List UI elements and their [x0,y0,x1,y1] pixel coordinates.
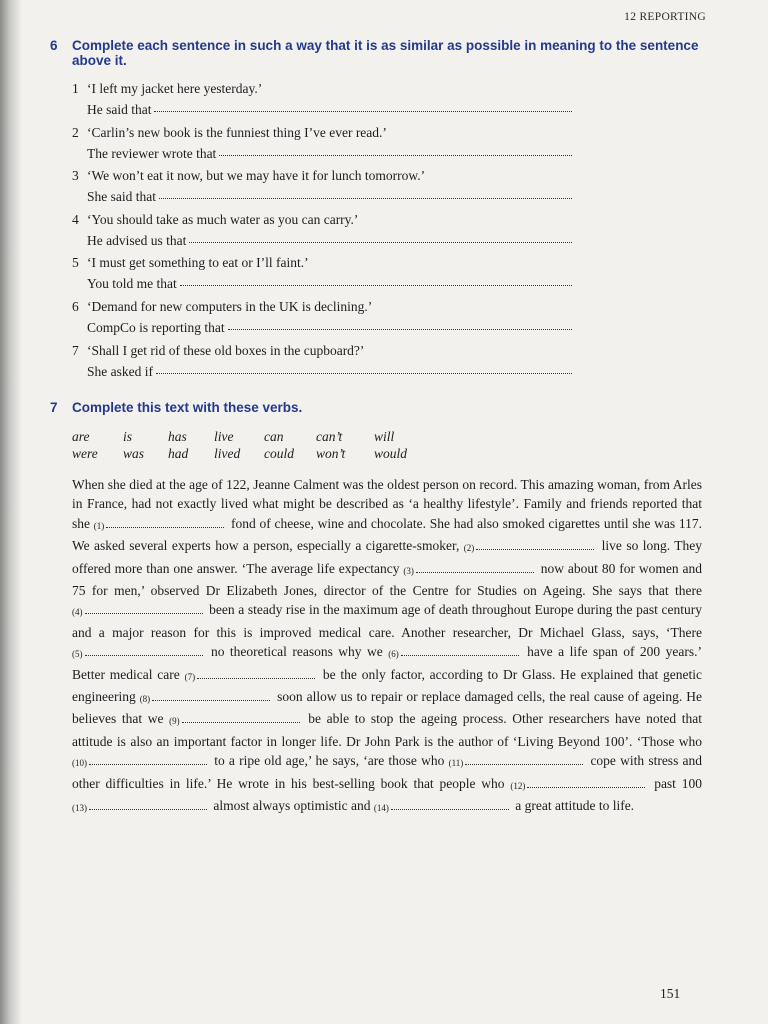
verb-option: has [168,429,187,444]
passage-text: live so long. They offered more than one answer. ‘The average life expectancy [72,538,702,576]
gap-number: (6) [388,649,399,660]
exercise-item [72,296,572,338]
exercise-7-passage [72,475,702,819]
exercise-6-heading [50,38,700,68]
gap-field[interactable] [169,711,303,726]
exercise-item [72,78,572,120]
item-number: 7 [72,342,79,358]
item-prompt: He advised us that [87,232,187,248]
passage-text: have a life span of 200 years.’ Better medical care [72,644,703,682]
exercise-item [72,252,572,294]
item-prompt: She asked if [87,363,153,379]
gap-dotted-line [152,690,270,701]
verb-option: was [123,446,145,461]
answer-line[interactable] [228,315,572,330]
gap-number: (1) [93,520,105,531]
passage-text: be able to stop the ageing process. Other researchers have noted that attitude is also an important factor in longer life. Dr John Park is the author of ‘Living Beyond 100’. ‘Those who [72,711,702,749]
passage-text: to a ripe old age,’ he says, ‘are those who [210,753,449,769]
item-number: 6 [72,298,79,314]
gap-dotted-line [401,645,519,656]
gap-field[interactable] [374,798,512,813]
passage-text: now about 80 for women and 75 for men,’ observed Dr Elizabeth Jones, director of the Centre for Studies on Ageing. She says that there [72,560,703,599]
item-prompt: She said that [87,189,156,205]
exercise-7-instruction: Complete this text with these verbs. [72,400,303,415]
gap-number: (9) [169,716,180,727]
verb-option: could [264,446,294,461]
gap-dotted-line [85,645,203,656]
exercise-item [72,165,572,207]
passage-text: When she died at the age of 122, Jeanne Calment was the oldest person on record. This amazing woman, from Arles in France, had not exactly lived what might be described as ‘a healthy lifestyle’. Family and friends reported that she [72,477,702,531]
item-prompt: You told me that [87,276,177,292]
gap-field[interactable] [72,602,206,617]
gap-dotted-line [391,799,509,810]
verb-option: can [264,429,284,444]
verb-box [72,428,426,462]
passage-text: past 100 [648,775,702,791]
gap-dotted-line [89,754,207,765]
gap-field[interactable] [72,753,210,768]
verb-option: is [123,429,133,444]
gap-field[interactable] [510,776,648,791]
passage-text: fond of cheese, wine and chocolate. She had also smoked cigarettes until she was 117. We asked several experts how a person, especially a cigarette-smoker, [72,515,702,554]
gap-dotted-line [465,754,583,765]
answer-line[interactable] [154,97,572,112]
answer-line[interactable] [159,184,572,199]
gap-dotted-line [89,799,207,810]
item-quote: ‘We won’t eat it now, but we may have it for lunch tomorrow.’ [87,168,426,184]
item-number: 4 [72,211,79,227]
gap-number: (3) [403,565,414,576]
gap-field[interactable] [464,538,598,553]
exercise-item [72,340,572,382]
gap-field[interactable] [388,644,522,659]
gap-field[interactable] [72,644,206,659]
gap-field[interactable] [72,798,210,813]
item-number: 1 [72,81,79,96]
passage-text: cope with stress and other difficulties in life.’ He wrote in his best-selling book that people who [72,753,703,791]
verb-option: lived [214,446,241,461]
item-quote: ‘Demand for new computers in the UK is declining.’ [87,298,373,314]
verb-option: can’t [316,429,343,444]
gap-field[interactable] [449,753,587,768]
item-prompt: The reviewer wrote that [87,145,217,161]
passage-text: be the only factor, according to Dr Glass. He explained that genetic engineering [72,666,703,705]
answer-line[interactable] [189,228,572,243]
passage-text: a great attitude to life. [511,798,635,814]
item-quote: ‘You should take as much water as you can carry.’ [87,211,359,227]
verb-option: will [374,429,395,444]
verb-option: won’t [316,446,346,461]
exercise-item [72,122,572,164]
item-quote: ‘Shall I get rid of these old boxes in the cupboard?’ [87,342,365,358]
gap-number: (13) [72,803,87,814]
exercise-item [72,209,572,251]
gap-number: (14) [373,803,389,814]
page-number: 151 [660,986,681,1001]
running-head: 12 REPORTING [624,11,706,23]
item-number: 5 [72,255,79,271]
item-quote: ‘Carlin’s new book is the funniest thing I’ve ever read.’ [87,124,387,140]
gap-dotted-line [197,668,315,679]
exercise-7-number: 7 [50,400,58,415]
item-number: 2 [72,124,79,140]
passage-text: almost always optimistic and [210,798,374,814]
verb-option: would [374,446,408,461]
verb-option: were [72,446,98,461]
verb-option: had [168,446,189,461]
gap-field[interactable] [94,516,228,531]
gap-number: (12) [510,780,526,791]
gap-number: (4) [72,607,83,618]
gap-dotted-line [106,517,224,528]
gap-number: (8) [139,694,151,705]
verb-option: are [72,429,90,444]
answer-line[interactable] [156,359,572,374]
item-number: 3 [72,168,79,184]
gap-number: (10) [72,758,87,769]
item-prompt: He said that [87,102,152,117]
gap-number: (2) [463,543,475,554]
exercise-6-items [72,78,572,383]
gap-number: (11) [448,758,464,769]
exercise-6-number: 6 [50,38,58,53]
gap-field[interactable] [140,689,274,704]
gap-dotted-line [182,712,300,723]
verb-option: live [214,429,234,444]
gap-number: (7) [184,671,196,682]
exercise-6-instruction: Complete each sentence in such a way that it is as similar as possible in meaning to the sentence above it. [72,38,699,68]
answer-line[interactable] [180,271,572,286]
gap-dotted-line [527,777,645,788]
answer-line[interactable] [219,141,572,156]
item-prompt: CompCo is reporting that [87,319,225,335]
gap-field[interactable] [403,561,537,576]
passage-text: been a steady rise in the maximum age of death throughout Europe during the past century and a major reason for this is improved medical care. Another researcher, Dr Michael Glass, says, ‘There [72,602,702,640]
passage-text: soon allow us to repair or replace damaged cells, the real cause of ageing. He believes that we [72,689,703,727]
gap-dotted-line [416,562,534,573]
gap-number: (5) [72,649,83,660]
item-quote: ‘I must get something to eat or I’ll faint.’ [87,255,309,271]
gap-field[interactable] [185,667,319,682]
gap-dotted-line [85,603,203,614]
gap-dotted-line [476,539,594,550]
item-quote: ‘I left my jacket here yesterday.’ [87,81,263,96]
exercise-7-heading [50,400,700,415]
passage-text: no theoretical reasons why we [205,644,389,660]
